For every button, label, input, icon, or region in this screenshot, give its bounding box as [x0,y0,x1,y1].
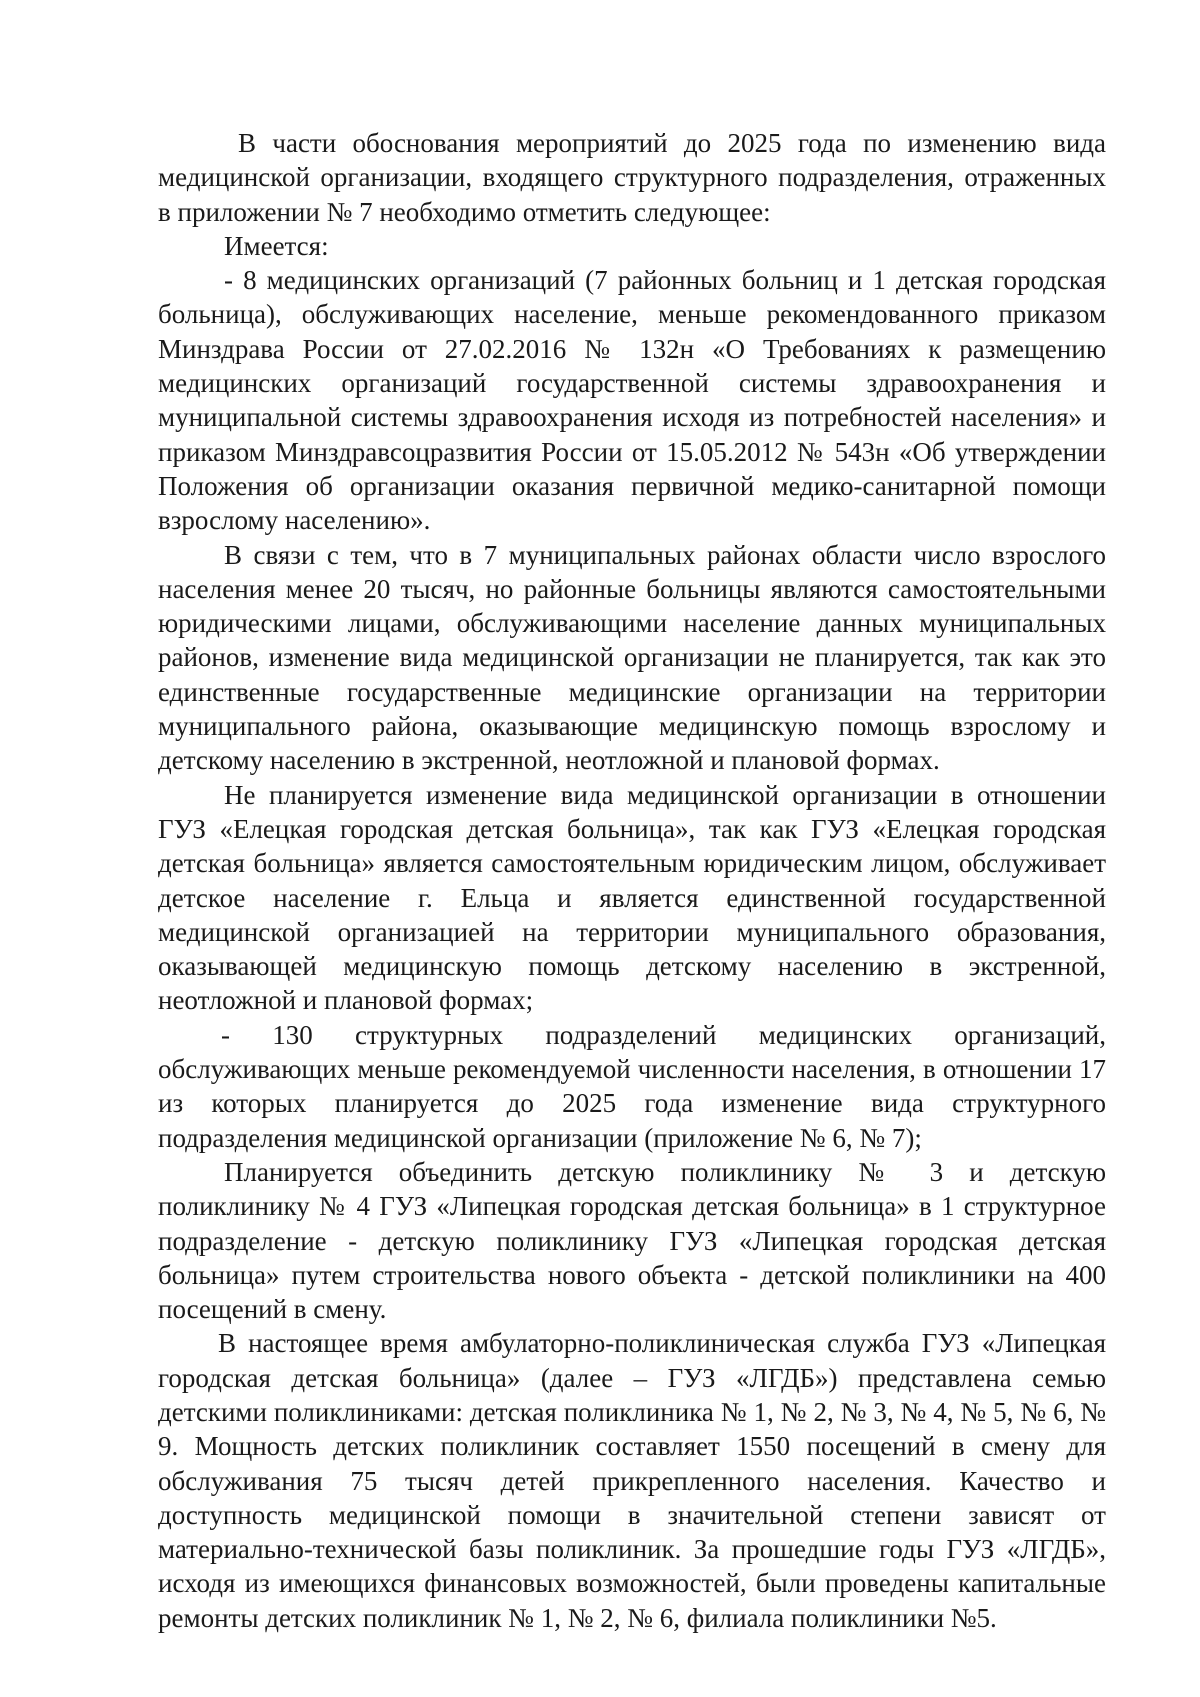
paragraph-outpatient-service: В настоящее время амбулаторно-поликлиническая служба ГУЗ «Липецкая городская детская больница» (далее – ГУЗ «ЛГДБ») представлена семью детскими поликлиниками: детская поликлиника № 1, № 2, № 3, № 4, № 5, № 6, № 9. Мощность детских поликлиник составляет 1550 посещений в смену для обслуживания 75 тысяч детей прикрепленного населения. Качество и доступность медицинской помощи в значительной степени зависят от материально-технической базы поликлиник. За прошедшие годы ГУЗ «ЛГДБ», исходя из имеющихся финансовых возможностей, были проведены капитальные ремонты детских поликлиник № 1, № 2, № 6, филиала поликлиники №5. [158,1328,1106,1633]
paragraph-medical-organizations: - 8 медицинских организаций (7 районных больниц и 1 детская городская больница), обслуживающих население, меньше рекомендованного приказом Минздрава России от 27.02.2016 № 132н «О Требованиях к размещению медицинских организаций государственной системы здравоохранения и муниципальной системы здравоохранения исходя из потребностей населения» и приказом Минздравсоцразвития России от 15.05.2012 № 543н «Об утверждении Положения об организации оказания первичной медико-санитарной помощи взрослому населению». [158,265,1106,536]
paragraph-structural-units: - 130 структурных подразделений медицинских организаций, обслуживающих меньше рекомендуемой численности населения, в отношении 17 из которых планируется до 2025 года изменение вида структурного подразделения медицинской организации (приложение № 6, № 7); [158,1019,1106,1153]
document-body [158,126,1106,1635]
paragraph-yelets-hospital: Не планируется изменение вида медицинской организации в отношении ГУЗ «Елецкая городская детская больница», так как ГУЗ «Елецкая городская детская больница» является самостоятельным юридическим лицом, обслуживает детское население г. Ельца и является единственной государственной медицинской организацией на территории муниципального образования, оказывающей медицинскую помощь детскому населению в экстренной, неотложной и плановой формах; [158,779,1106,1016]
paragraph-available-heading: Имеется: [224,230,329,261]
paragraph-municipal-districts: В связи с тем, что в 7 муниципальных районах области число взрослого населения менее 20 тысяч, но районные больницы являются самостоятельными юридическими лицами, обслуживающими население данных муниципальных районов, изменение вида медицинской организации не планируется, так как это единственные государственные медицинские организации на территории муниципального района, оказывающие медицинскую помощь взрослому и детскому населению в экстренной, неотложной и плановой формах. [158,539,1106,776]
paragraph-merge-polyclinics: Планируется объединить детскую поликлинику № 3 и детскую поликлинику № 4 ГУЗ «Липецкая городская детская больница» в 1 структурное подразделение - детскую поликлинику ГУЗ «Липецкая городская детская больница» путем строительства нового объекта - детской поликлиники на 400 посещений в смену. [158,1156,1106,1325]
paragraph-justification-intro: В части обоснования мероприятий до 2025 года по изменению вида медицинской организации, входящего структурного подразделения, отраженных в приложении № 7 необходимо отметить следующее: [158,128,1106,227]
